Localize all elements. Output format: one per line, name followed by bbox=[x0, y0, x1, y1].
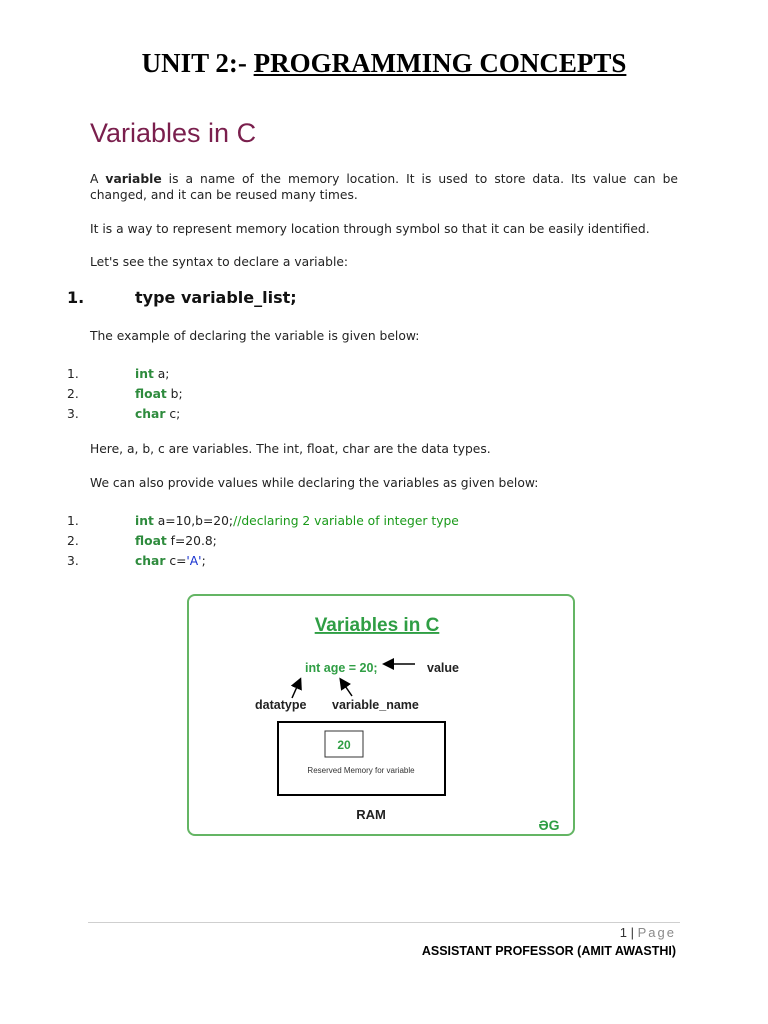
para1-bold-term: variable bbox=[105, 172, 162, 186]
code-keyword: int bbox=[135, 367, 154, 381]
footer-author: ASSISTANT PROFESSOR (AMIT AWASTHI) bbox=[421, 944, 676, 958]
code-keyword: int bbox=[135, 514, 154, 528]
figure-code: int age = 20; bbox=[305, 661, 378, 675]
code-text: f=20.8; bbox=[166, 534, 217, 548]
line-number: 3. bbox=[67, 407, 79, 421]
paragraph-syntax-intro: Let's see the syntax to declare a variable: bbox=[90, 255, 349, 269]
page-separator: | bbox=[627, 925, 638, 940]
paragraph-variable-definition bbox=[90, 171, 678, 203]
variables-figure bbox=[187, 594, 575, 836]
variable-name-label: variable_name bbox=[332, 698, 419, 712]
variables-diagram bbox=[189, 596, 573, 834]
figure-title: Variables in C bbox=[314, 615, 440, 636]
unit-title bbox=[0, 48, 768, 79]
unit-title-prefix: UNIT 2:- bbox=[141, 48, 254, 78]
page-number-value: 1 bbox=[619, 925, 628, 940]
code-text: b; bbox=[166, 387, 183, 401]
line-number: 1. bbox=[67, 367, 79, 381]
ram-label: RAM bbox=[356, 807, 386, 822]
code-text: ; bbox=[201, 554, 206, 568]
variable-name-arrow bbox=[341, 680, 352, 696]
code-text: c; bbox=[165, 407, 181, 421]
code-keyword: char bbox=[135, 554, 166, 568]
code-keyword: float bbox=[135, 387, 167, 401]
section-heading: Variables in C bbox=[90, 118, 257, 148]
line-number: 2. bbox=[67, 387, 79, 401]
unit-title-underlined: PROGRAMMING CONCEPTS bbox=[253, 48, 627, 78]
code-keyword: char bbox=[135, 407, 166, 421]
syntax-code: type variable_list; bbox=[135, 288, 297, 307]
code-text: a=10,b=20; bbox=[153, 514, 234, 528]
syntax-number: 1. bbox=[67, 288, 85, 307]
code-text: c= bbox=[165, 554, 187, 568]
para1-post: is a name of the memory location. It is used to store data. Its value can be changed, and it can be reused many times. bbox=[90, 172, 678, 202]
page-number bbox=[420, 925, 676, 940]
line-number: 2. bbox=[67, 534, 79, 548]
code-string: 'A' bbox=[186, 554, 202, 568]
code-text: a; bbox=[153, 367, 170, 381]
paragraph-values-intro: We can also provide values while declaring the variables as given below: bbox=[90, 476, 539, 490]
paragraph-symbol: It is a way to represent memory location through symbol so that it can be easily identified. bbox=[90, 222, 650, 236]
value-label: value bbox=[427, 661, 459, 675]
footer-divider bbox=[88, 922, 680, 923]
line-number: 1. bbox=[67, 514, 79, 528]
datatype-label: datatype bbox=[255, 698, 307, 712]
page-word: Page bbox=[637, 925, 676, 940]
code-keyword: float bbox=[135, 534, 167, 548]
memory-cell-value: 20 bbox=[337, 738, 351, 752]
reserved-memory-label: Reserved Memory for variable bbox=[307, 766, 415, 775]
paragraph-example-intro: The example of declaring the variable is given below: bbox=[90, 329, 420, 343]
paragraph-data-types: Here, a, b, c are variables. The int, float, char are the data types. bbox=[90, 442, 491, 456]
datatype-arrow bbox=[292, 680, 300, 698]
para1-pre: A bbox=[90, 172, 106, 186]
gfg-logo-icon: ƏG bbox=[538, 817, 560, 833]
code-comment: //declaring 2 variable of integer type bbox=[233, 514, 459, 528]
line-number: 3. bbox=[67, 554, 79, 568]
